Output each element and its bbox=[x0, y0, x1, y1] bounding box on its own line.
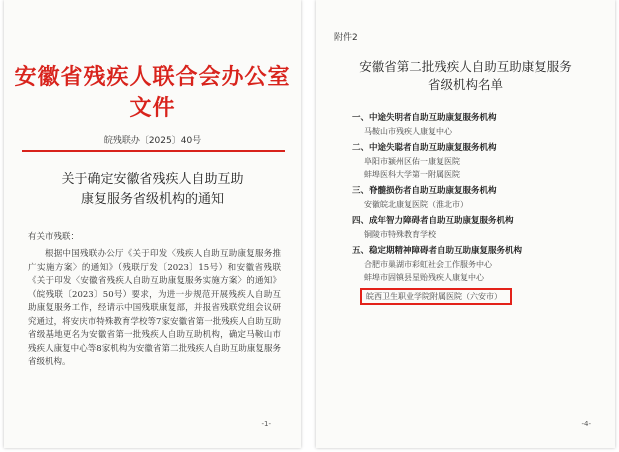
salutation: 有关市残联： bbox=[28, 232, 80, 242]
institution-item: 蚌埠医科大学第一附属医院 bbox=[364, 170, 460, 179]
category-block bbox=[352, 245, 602, 305]
list-title bbox=[316, 58, 615, 94]
institution-list bbox=[352, 112, 602, 309]
institution-item: 合肥市巢湖市彩虹社会工作服务中心 bbox=[364, 260, 492, 269]
list-title-line-2: 省级机构名单 bbox=[427, 77, 503, 92]
institution-item: 安徽皖北康复医院（淮北市） bbox=[364, 200, 468, 209]
institution-item: 蚌埠市固镇县星贻残疾人康复中心 bbox=[364, 273, 484, 282]
document-header-title: 安徽省残疾人联合会办公室文件 bbox=[14, 65, 291, 121]
page-number: -1- bbox=[261, 420, 271, 428]
institution-item: 马鞍山市残疾人康复中心 bbox=[364, 127, 452, 136]
institution-item: 阜阳市颍州区佑一康复医院 bbox=[364, 157, 460, 166]
page-number: -4- bbox=[581, 420, 591, 428]
category-block bbox=[352, 185, 602, 211]
institution-item: 铜陵市特殊教育学校 bbox=[364, 230, 436, 239]
notice-body bbox=[28, 248, 281, 370]
category-block bbox=[352, 142, 602, 181]
category-heading: 五、稳定期精神障碍者自助互助康复服务机构 bbox=[352, 246, 523, 256]
category-block bbox=[352, 215, 602, 241]
category-heading: 二、中途失聪者自助互助康复服务机构 bbox=[352, 143, 497, 153]
category-block bbox=[352, 112, 602, 138]
category-heading: 四、成年智力障碍者自助互助康复服务机构 bbox=[352, 216, 514, 226]
document-number: 皖残联办〔2025〕40号 bbox=[103, 136, 202, 146]
notice-title bbox=[4, 170, 301, 210]
document-page-4 bbox=[316, 0, 615, 448]
notice-title-line-1: 关于确定安徽省残疾人自助互助 bbox=[61, 172, 244, 187]
document-page-1 bbox=[4, 0, 301, 448]
attachment-label: 附件2 bbox=[334, 33, 358, 43]
category-heading: 一、中途失明者自助互助康复服务机构 bbox=[352, 113, 497, 123]
notice-title-line-2: 康复服务省级机构的通知 bbox=[80, 192, 224, 207]
body-paragraph: 根据中国残联办公厅《关于印发〈残疾人自助互助康复服务推广实施方案〉的通知》（残联厅发〔2023〕15号）和安徽省残联《关于印发〈安徽省残疾人自助互助康复服务实施方案〉的通知》（皖残联〔2023〕50号）要求，为进一步规范开展残疾人自助互助康复服务工作，经请示中国残联康复部，并报省残联党组会议研究通过，将安庆市特殊教育学校等7家安徽省第一批残疾人自助互助省级基地更名为安徽省第一批残疾人自助互助机构，确定马鞍山市残疾人康复中心等8家机构为安徽省第二批残疾人自助互助康复服务省级机构。 bbox=[28, 249, 281, 367]
list-title-line-1: 安徽省第二批残疾人自助互助康复服务 bbox=[359, 59, 572, 74]
red-divider-line bbox=[22, 150, 285, 152]
category-heading: 三、脊髓损伤者自助互助康复服务机构 bbox=[352, 186, 497, 196]
highlighted-institution-item: 皖西卫生职业学院附属医院（六安市） bbox=[360, 288, 512, 305]
